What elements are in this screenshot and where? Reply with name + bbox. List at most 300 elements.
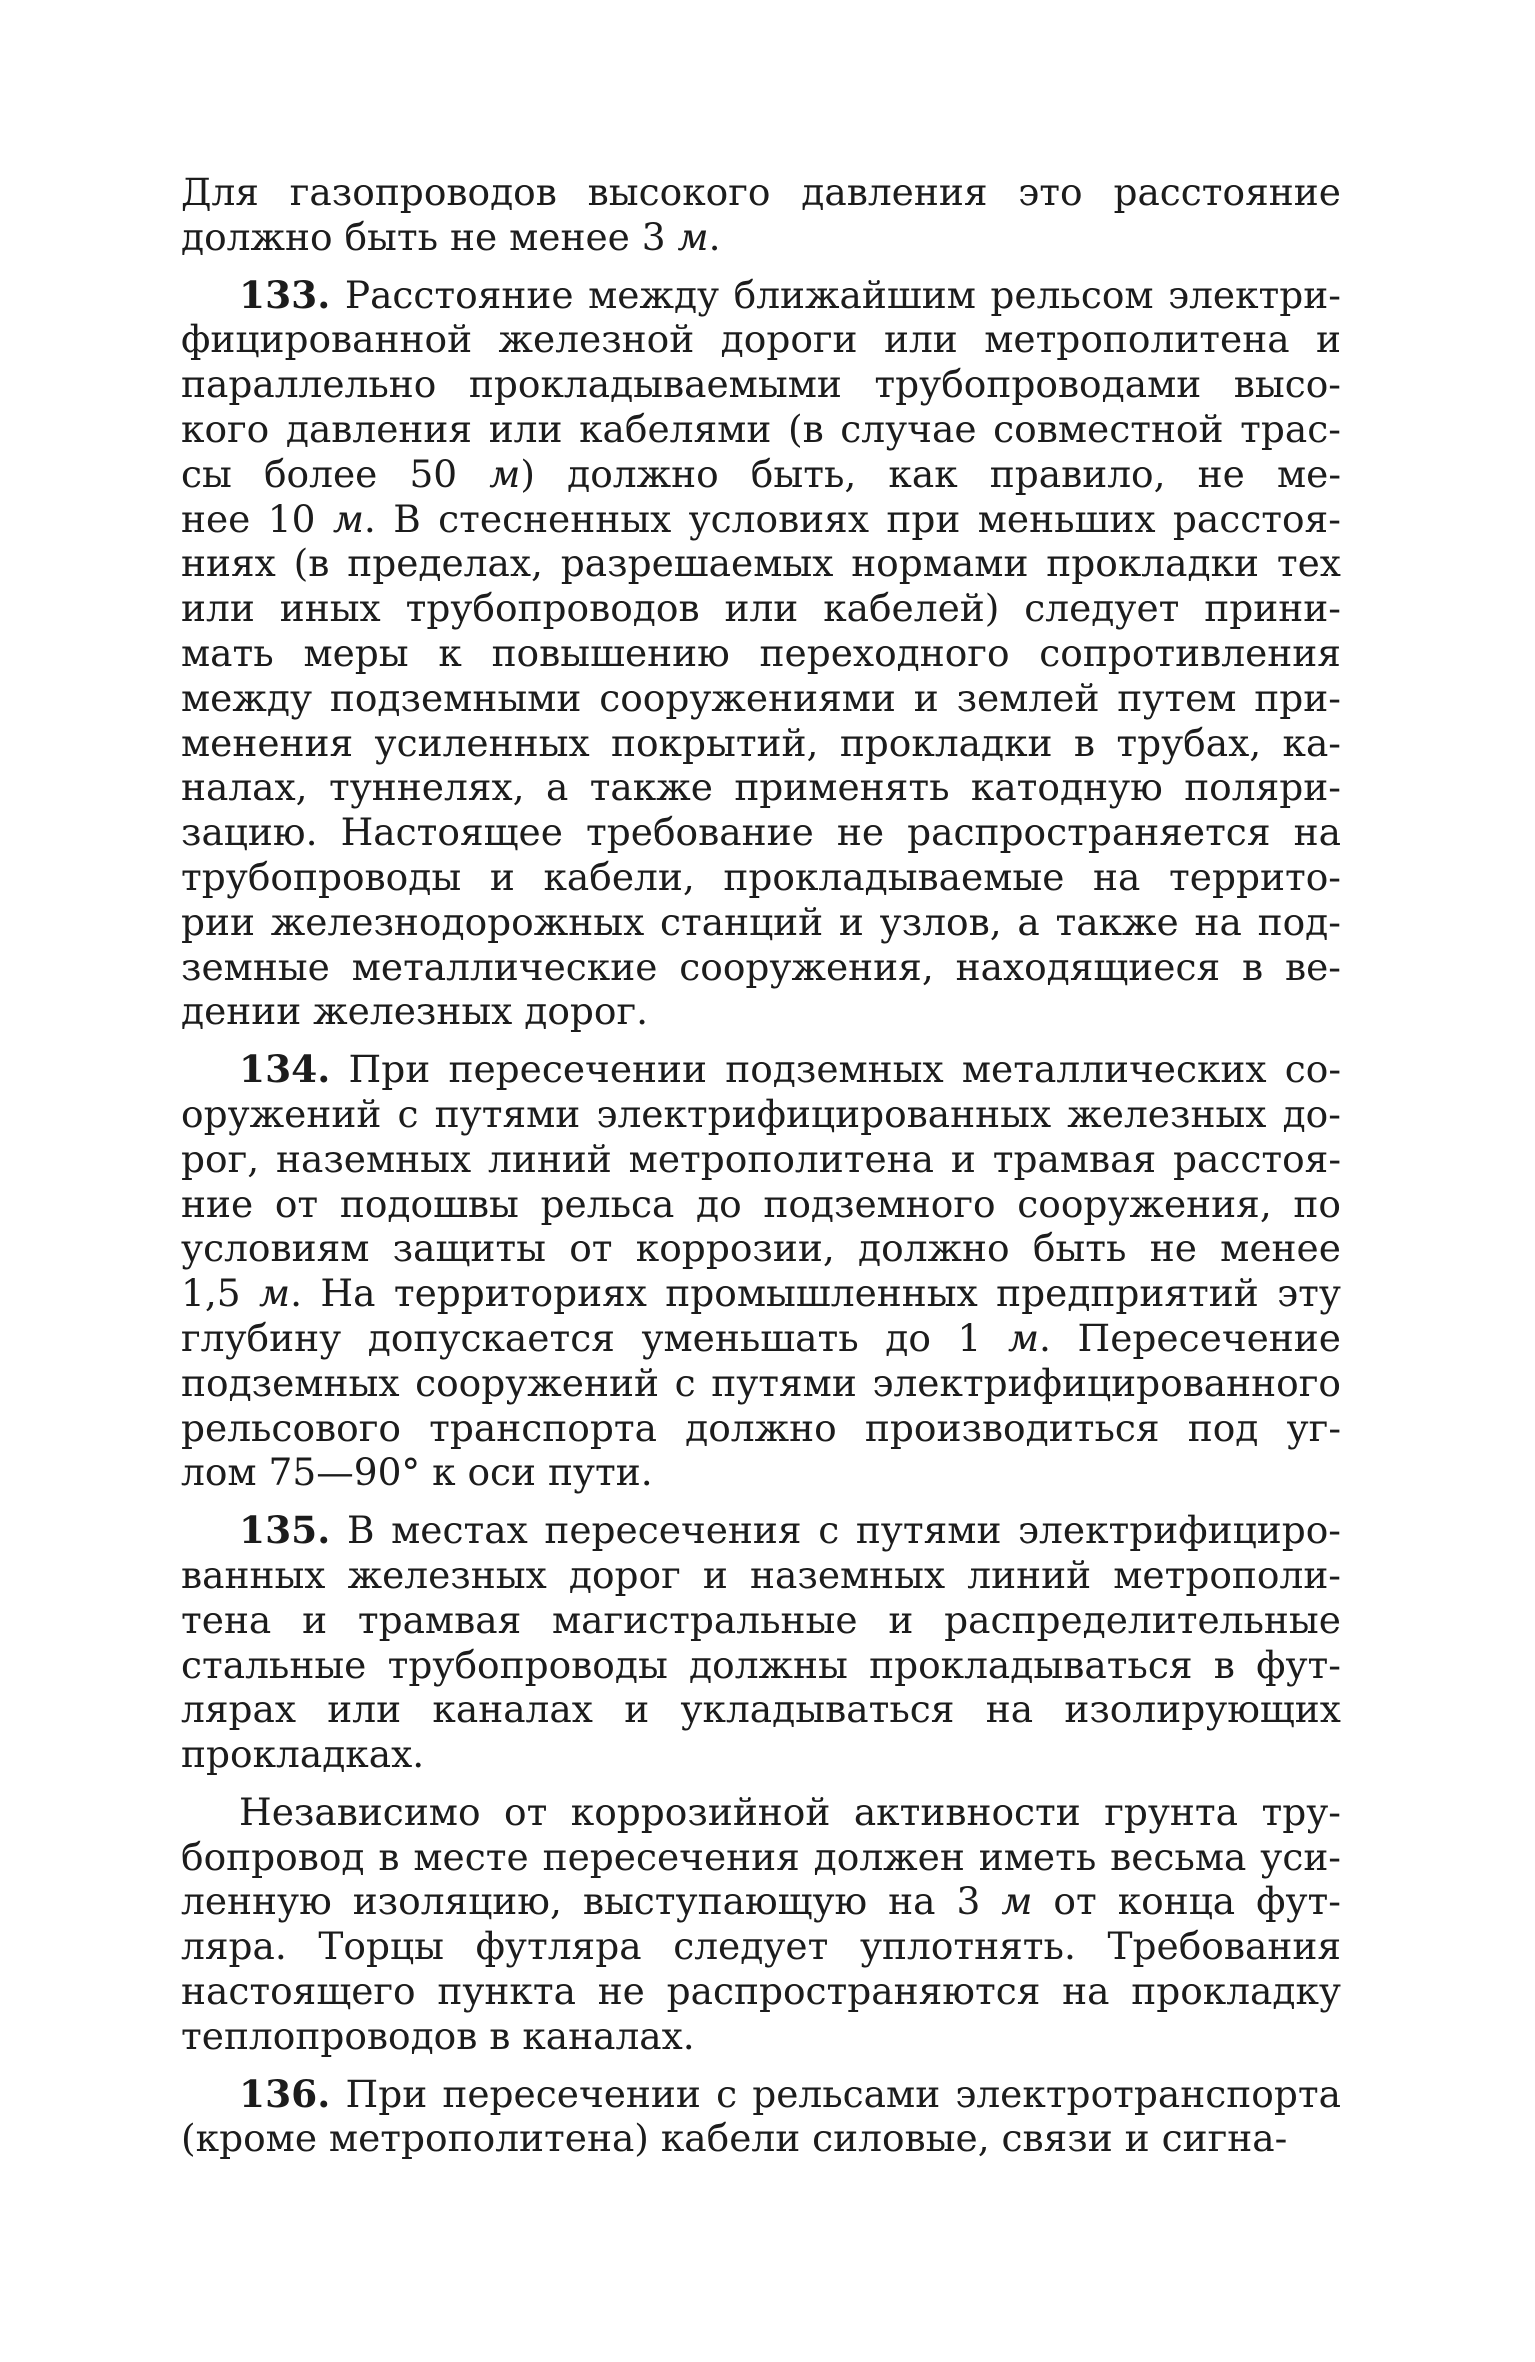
text-word: укладываться: [680, 1687, 955, 1732]
text-word: рельсом: [990, 272, 1154, 317]
text-line: [181, 273, 1341, 318]
text-word: Настоящее: [340, 810, 563, 855]
text-word: и: [302, 1597, 328, 1642]
text-word: (в: [787, 406, 824, 451]
text-word: сопротивления: [1039, 630, 1341, 675]
unit-abbrev: м: [1001, 1879, 1033, 1924]
text-word: производиться: [864, 1405, 1160, 1450]
text-word: и: [489, 854, 515, 899]
item-number: 134.: [239, 1047, 331, 1092]
text-word: высокого: [587, 170, 771, 214]
text-word: 1,5: [181, 1271, 241, 1316]
text-word: с: [818, 1508, 840, 1553]
text-word: расстоя-: [1172, 1136, 1341, 1181]
paragraph-gap: [181, 1495, 1341, 1508]
text-word: конца: [1117, 1879, 1236, 1924]
text-word: [239, 1508, 330, 1552]
text-word: защиты: [392, 1226, 546, 1271]
text-word: Требования: [1107, 1924, 1341, 1969]
text-line: [181, 1732, 1341, 1777]
text-word: ляра.: [181, 1924, 287, 1969]
text-word: не: [1197, 451, 1245, 496]
text-word: наземных: [750, 1552, 946, 1597]
text-line: [181, 900, 1341, 945]
text-word: расстоя-: [1172, 496, 1341, 541]
text-line: [181, 362, 1341, 407]
indented-word: [181, 273, 330, 318]
text-word: туннелях,: [329, 765, 525, 810]
text-word: грунта: [1104, 1789, 1239, 1834]
text-word: наземных: [276, 1136, 472, 1181]
text-word: В: [346, 1508, 375, 1553]
text-word: метрополитена: [984, 317, 1290, 362]
text-line: [181, 1137, 1341, 1182]
paragraph-gap: [181, 1777, 1341, 1790]
text-word: промышленных: [665, 1271, 978, 1316]
text-word: прини-: [1204, 586, 1341, 631]
text-word: рии: [181, 899, 255, 944]
text-word: дороги: [720, 317, 858, 362]
text-word: пересечения: [544, 1508, 802, 1553]
text-line: [181, 1643, 1341, 1688]
text-word: кого: [181, 406, 270, 451]
text-word: металлические: [351, 944, 658, 989]
text-word: сооружениями: [599, 675, 896, 720]
text-word: подземными: [329, 675, 582, 720]
text-word: фут-: [1256, 1879, 1341, 1924]
text-word: менее: [1220, 1226, 1341, 1271]
text-word: распространяется: [907, 810, 1271, 855]
text-word: до: [696, 1181, 742, 1226]
text-word: электри-: [1168, 272, 1341, 317]
text-word: тру-: [1261, 1789, 1341, 1834]
paragraph-item-136: [181, 2072, 1341, 2162]
text-word: пункта: [437, 1969, 576, 2014]
text-word: от: [1053, 1879, 1097, 1924]
text-word: нее: [181, 496, 251, 541]
text-word: транспорта: [429, 1405, 657, 1450]
text-word: уг-: [1286, 1405, 1341, 1450]
text-word: дорог: [568, 1552, 681, 1597]
text-word: 3: [956, 1879, 981, 1924]
text-word: местах: [391, 1508, 528, 1553]
text-word: территориях: [393, 1271, 647, 1316]
text-word: сооружения,: [1017, 1181, 1272, 1226]
text-word: прокладываемыми: [468, 362, 842, 407]
text-word: трамвая: [992, 1136, 1157, 1181]
text-word: условиям: [181, 1226, 370, 1271]
text-word: железных: [1067, 1091, 1267, 1136]
text-word: путями: [711, 1360, 857, 1405]
text-word: железных: [347, 1552, 547, 1597]
text-word: подземного: [763, 1181, 996, 1226]
text-word: рельсового: [181, 1405, 401, 1450]
text-line: [181, 2116, 1341, 2161]
text-word: должно: [685, 1405, 837, 1450]
text-word: не: [836, 810, 885, 855]
text-word: между: [588, 272, 720, 317]
text-run: (кроме метрополитена) кабели силовые, связи и сигна-: [181, 2116, 1288, 2161]
text-line: [181, 407, 1341, 452]
text-word: путями: [434, 1091, 581, 1136]
text-word: прокладку: [1131, 1969, 1341, 2014]
text-word: 1: [957, 1315, 982, 1360]
text-word: в: [1213, 1642, 1235, 1687]
text-line: [181, 1687, 1341, 1732]
text-word: электрифицированных: [596, 1091, 1052, 1136]
text-word: тех: [1276, 541, 1341, 586]
text-word: от: [504, 1789, 548, 1834]
text-line: [181, 586, 1341, 631]
text-word: правило,: [989, 451, 1166, 496]
text-word: электротранспорта: [955, 2071, 1341, 2116]
text-word: ниях: [181, 541, 276, 586]
text-word: параллельно: [181, 362, 437, 407]
text-word: от: [569, 1226, 613, 1271]
text-word: электрифициро-: [1018, 1508, 1341, 1553]
text-word: случае: [840, 406, 977, 451]
text-word: пределах,: [347, 541, 543, 586]
text-word: трубопроводами: [874, 362, 1202, 407]
text-word: распределительные: [944, 1597, 1341, 1642]
text-word: м.: [1007, 1315, 1051, 1360]
text-word: путями: [855, 1508, 1002, 1553]
unit-abbrev: м: [1007, 1315, 1040, 1360]
text-line: [181, 170, 1341, 215]
indented-word: [181, 2072, 330, 2117]
text-word: в: [378, 1834, 400, 1879]
text-line: [181, 1790, 1341, 1835]
text-word: железнодорожных: [270, 899, 645, 944]
text-line: [181, 497, 1341, 542]
text-word: подземных: [181, 1360, 400, 1405]
text-word: и: [702, 1552, 728, 1597]
text-word: земные: [181, 944, 330, 989]
text-word: это: [1018, 170, 1083, 214]
text-word: сооружения,: [679, 944, 934, 989]
item-number: 135.: [239, 1508, 331, 1553]
text-word: в: [1241, 944, 1264, 989]
text-word: должен: [813, 1834, 965, 1879]
text-word: и: [888, 1597, 914, 1642]
text-word: меньших: [977, 496, 1156, 541]
text-word: [239, 273, 330, 317]
text-word: зацию.: [181, 810, 318, 855]
text-word: рельсами: [752, 2071, 941, 2116]
text-word: метрополи-: [1113, 1552, 1341, 1597]
text-word: (в: [293, 541, 330, 586]
text-word: изоляцию,: [352, 1879, 562, 1924]
text-word: налах,: [181, 765, 308, 810]
text-word: иных: [279, 586, 381, 631]
text-run: прокладках.: [181, 1732, 425, 1777]
text-word: фут-: [1256, 1642, 1341, 1687]
text-word: на: [1293, 810, 1341, 855]
text-word: быть,: [750, 451, 857, 496]
text-word: изолирующих: [1064, 1687, 1341, 1732]
text-line: [181, 1092, 1341, 1137]
text-word: ванных: [181, 1552, 326, 1597]
text-word: пересечении: [442, 2071, 701, 2116]
text-word: В: [393, 496, 421, 541]
text-word: также: [589, 765, 713, 810]
text-line: [181, 676, 1341, 721]
text-word: Для: [181, 170, 259, 214]
text-word: по: [1293, 1181, 1341, 1226]
paragraph-intro: [181, 170, 1341, 260]
text-word: или: [883, 317, 958, 362]
text-line: [181, 1271, 1341, 1316]
text-word: активности: [853, 1789, 1081, 1834]
paragraph-gap: [181, 260, 1341, 273]
text-line: [181, 1969, 1341, 2014]
text-word: давления: [285, 406, 473, 451]
text-word: допускается: [367, 1315, 615, 1360]
text-word: не: [1149, 1226, 1197, 1271]
text-word: 10: [267, 496, 316, 541]
text-word: распространяются: [666, 1969, 1041, 2014]
text-word: коррозийной: [570, 1789, 831, 1834]
text-word: стесненных: [438, 496, 672, 541]
text-word: линий: [488, 1136, 612, 1181]
text-word: прокладываемые: [723, 854, 1065, 899]
text-word: м.: [332, 496, 376, 541]
text-word: коррозии,: [635, 1226, 835, 1271]
text-line: [181, 721, 1341, 766]
text-word: террито-: [1169, 854, 1341, 899]
text-word: в: [1073, 720, 1095, 765]
text-word: до-: [1282, 1091, 1341, 1136]
paragraph-gap: [181, 2059, 1341, 2072]
text-word: переходного: [759, 630, 1010, 675]
text-word: землей: [956, 675, 1100, 720]
text-word: кабелями: [579, 406, 772, 451]
text-word: со-: [1284, 1047, 1341, 1092]
text-word: при: [886, 496, 961, 541]
paragraph-item-133: [181, 273, 1341, 1035]
text-word: пересечении: [448, 1047, 707, 1092]
text-line: [181, 1450, 1341, 1495]
text-word: между: [181, 675, 313, 720]
text-word: расстояние: [1113, 170, 1341, 214]
text-word: сы: [181, 451, 232, 496]
text-word: железной: [498, 317, 695, 362]
text-line: [181, 1508, 1341, 1553]
text-word: На: [320, 1271, 376, 1316]
text-word: фицированной: [181, 317, 473, 362]
text-word: уси-: [1260, 1834, 1341, 1879]
text-line: [181, 855, 1341, 900]
text-word: каналах: [432, 1687, 593, 1732]
text-word: усиленных: [374, 720, 590, 765]
text-word: а: [545, 765, 569, 810]
text-word: меры: [303, 630, 409, 675]
text-word: При: [348, 1047, 431, 1092]
text-word: давления: [801, 170, 988, 214]
text-word: также: [1055, 899, 1179, 944]
text-word: или: [488, 406, 563, 451]
text-word: условиях: [688, 496, 869, 541]
text-word: прокладки: [1046, 541, 1259, 586]
unit-abbrev: м: [489, 451, 521, 496]
text-word: и: [838, 899, 864, 944]
item-number: 133.: [239, 272, 331, 317]
text-word: рельса: [540, 1181, 675, 1226]
text-word: ве-: [1284, 944, 1341, 989]
text-word: Торцы: [318, 1924, 444, 1969]
text-word: метрополитена: [628, 1136, 935, 1181]
text-word: разрешаемых: [560, 541, 834, 586]
text-line: [181, 1182, 1341, 1227]
text-word: и: [913, 675, 939, 720]
text-word: трубопроводы: [181, 854, 462, 899]
text-word: высо-: [1233, 362, 1341, 407]
text-line: [181, 1361, 1341, 1406]
text-word: на: [1062, 1969, 1110, 2014]
text-word: [239, 2072, 330, 2116]
text-word: и: [624, 1687, 650, 1732]
text-word: трубах,: [1116, 720, 1262, 765]
text-word: подошвы: [339, 1181, 519, 1226]
text-word: менения: [181, 720, 354, 765]
text-word: до: [885, 1315, 931, 1360]
text-line: [181, 317, 1341, 362]
text-word: глубину: [181, 1315, 342, 1360]
text-run: лом 75—90° к оси пути.: [181, 1450, 653, 1495]
text-word: должно: [567, 451, 719, 496]
indented-word: [181, 1508, 330, 1553]
text-line: [181, 765, 1341, 810]
text-word: месте: [413, 1834, 529, 1879]
text-word: прокладываться: [869, 1642, 1193, 1687]
text-run: дении железных дорог.: [181, 989, 649, 1034]
text-run: .: [708, 214, 721, 259]
text-word: металлических: [961, 1047, 1267, 1092]
indented-word: [181, 1047, 330, 1092]
text-word: [1001, 1879, 1032, 1924]
text-line: [181, 452, 1341, 497]
text-word: прокладки: [839, 720, 1053, 765]
text-word: на: [888, 1879, 936, 1924]
text-word: трас-: [1240, 406, 1341, 451]
text-line: [181, 2072, 1341, 2117]
text-word: находящиеся: [955, 944, 1221, 989]
text-word: электрифицированного: [872, 1360, 1341, 1405]
text-line: [181, 1406, 1341, 1451]
text-line: [181, 1835, 1341, 1880]
text-word: магистральные: [552, 1597, 858, 1642]
text-word: При: [345, 2071, 428, 2116]
paragraph-item-135-cont: [181, 1790, 1341, 2059]
text-word: и: [1316, 317, 1341, 362]
text-word: с: [397, 1091, 419, 1136]
text-word: уменьшать: [641, 1315, 859, 1360]
text-word: повышению: [491, 630, 730, 675]
text-word: станций: [659, 899, 824, 944]
text-word: м.: [259, 1271, 303, 1316]
text-word: быть: [1032, 1226, 1127, 1271]
text-word: или: [327, 1687, 402, 1732]
text-line: [181, 215, 1341, 260]
text-word: мать: [181, 630, 274, 675]
text-word: следует: [673, 1924, 829, 1969]
text-word: от: [274, 1181, 319, 1226]
text-word: сооружений: [415, 1360, 659, 1405]
text-line: [181, 1316, 1341, 1361]
unit-abbrev: м: [677, 214, 709, 259]
text-word: поляри-: [1184, 765, 1341, 810]
text-word: ближайшим: [733, 272, 976, 317]
text-word: бопровод: [181, 1834, 365, 1879]
text-word: или: [724, 586, 799, 631]
text-word: следует: [1024, 586, 1180, 631]
text-word: нормами: [851, 541, 1029, 586]
text-word: или: [181, 586, 255, 631]
text-word: 50: [409, 451, 458, 496]
text-word: кабели,: [543, 854, 695, 899]
text-line: [181, 1924, 1341, 1969]
text-line: [181, 989, 1341, 1034]
text-line: [181, 1047, 1341, 1092]
text-word: с: [674, 1360, 696, 1405]
text-word: ка-: [1282, 720, 1341, 765]
text-word: и: [950, 1136, 976, 1181]
text-word: оружений: [181, 1091, 382, 1136]
paragraph-item-134: [181, 1047, 1341, 1495]
text-word: как: [888, 451, 958, 496]
paragraph-item-135: [181, 1508, 1341, 1777]
text-word: иметь: [978, 1834, 1097, 1879]
text-word: совместной: [993, 406, 1224, 451]
text-word: под: [1187, 1405, 1259, 1450]
text-word: предприятий: [996, 1271, 1259, 1316]
text-word: ленную: [181, 1879, 332, 1924]
text-line: [181, 1553, 1341, 1598]
text-word: применять: [734, 765, 950, 810]
text-word: узлов,: [879, 899, 1002, 944]
text-word: к: [438, 630, 462, 675]
text-word: футляра: [475, 1924, 642, 1969]
text-word: газопроводов: [289, 170, 557, 214]
text-line: [181, 1226, 1341, 1271]
text-word: тена: [181, 1597, 272, 1642]
text-line: [181, 945, 1341, 990]
text-word: под-: [1257, 899, 1341, 944]
text-word: Пересечение: [1077, 1315, 1341, 1360]
unit-abbrev: м: [259, 1271, 291, 1316]
text-word: подземных: [725, 1047, 944, 1092]
unit-abbrev: м: [332, 496, 364, 541]
text-word: пересечения: [542, 1834, 800, 1879]
indented-word: [181, 1790, 481, 1835]
text-word: на: [1194, 899, 1242, 944]
text-word: покрытий,: [610, 720, 819, 765]
text-word: путем: [1117, 675, 1237, 720]
text-word: эту: [1277, 1271, 1341, 1316]
text-word: должны: [689, 1642, 848, 1687]
document-body: [181, 170, 1341, 2161]
text-word: не: [597, 1969, 645, 2014]
text-word: м): [489, 451, 536, 496]
text-line: [181, 541, 1341, 586]
text-word: выступающую: [582, 1879, 868, 1924]
text-word: более: [263, 451, 378, 496]
text-word: с: [716, 2071, 738, 2116]
text-word: должно: [858, 1226, 1010, 1271]
text-line: [181, 1879, 1341, 1924]
text-word: кабелей): [823, 586, 1000, 631]
text-word: Расстояние: [344, 272, 574, 317]
